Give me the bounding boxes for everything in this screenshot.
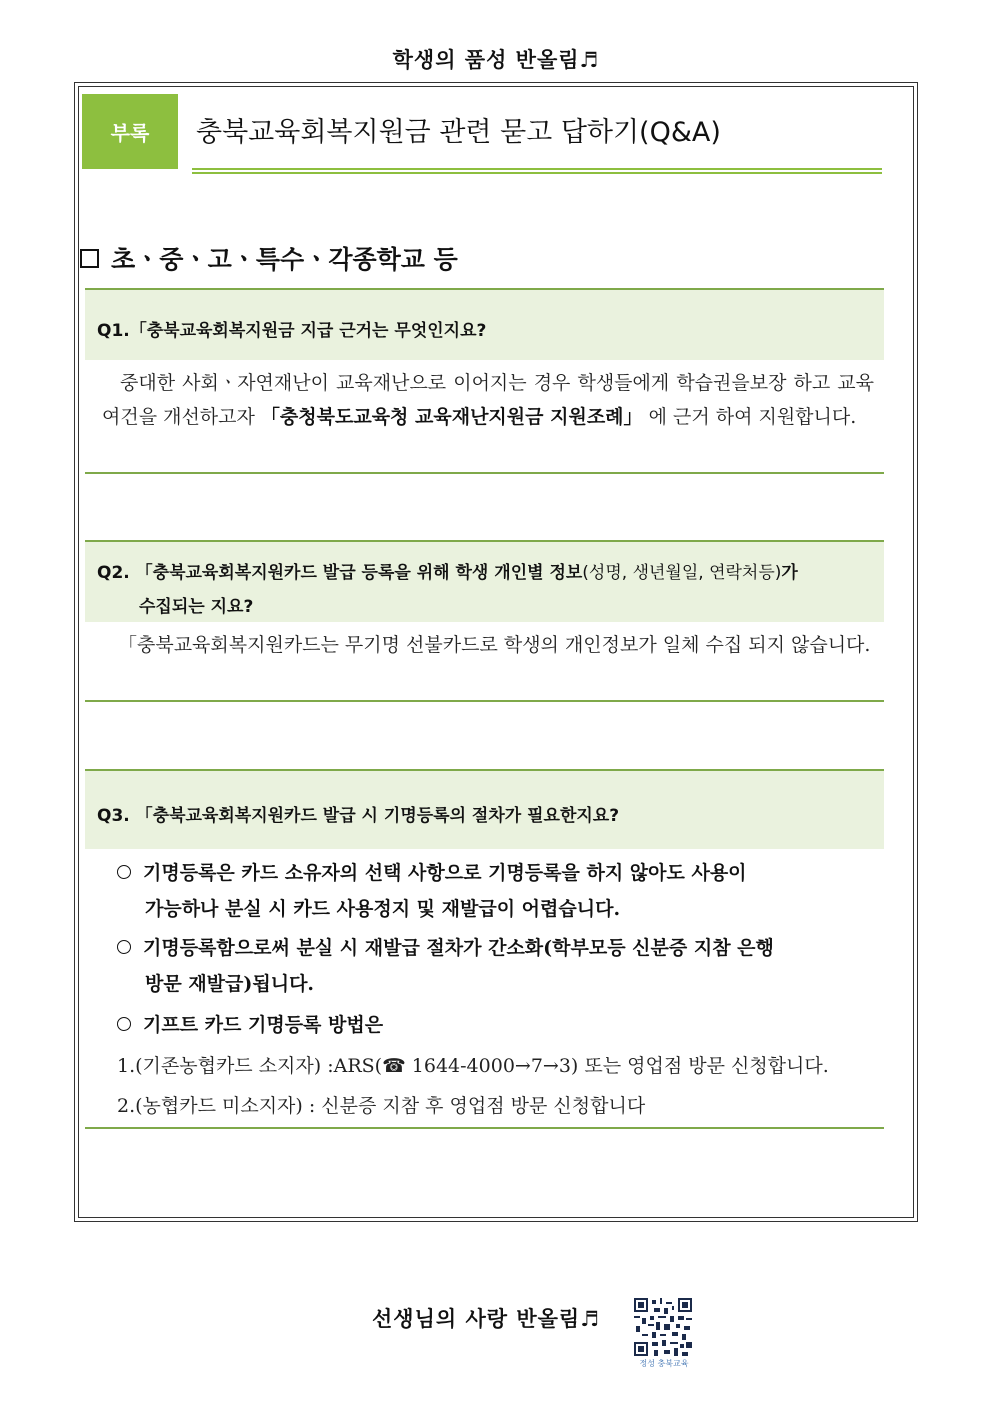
q1-bottom-rule [85, 472, 884, 474]
q3-step-2: 2.(농협카드 미소지자) : 신분증 지참 후 영업점 방문 신청합니다 [117, 1095, 646, 1117]
appendix-badge: 부록 [82, 94, 178, 169]
header-slogan: 학생의 품성 반올림♬ [392, 47, 600, 72]
qr-code-icon [634, 1298, 692, 1356]
circle-bullet-icon [117, 865, 131, 879]
q3-question-box [85, 769, 884, 849]
q2-question: Q2. 「충북교육회복지원카드 발급 등록을 위해 학생 개인별 정보(성명, 생년월일, 연락처등)가 [97, 563, 798, 583]
q3-bullet-2: 기명등록함으로써 분실 시 재발급 절차가 간소화(학부모등 신분증 지참 은행 방문 재발급)됩니다. [117, 930, 877, 1002]
q3-bullet-3: 기프트 카드 기명등록 방법은 [117, 1007, 877, 1043]
q1-answer: 중대한 사회ㆍ자연재난이 교육재난으로 이어지는 경우 학생들에게 학습권을보장 하고 교육여건을 개선하고자 「충청북도교육청 교육재난지원금 지원조례」 에 근거 하여 지원합니다. [102, 372, 874, 428]
qr-caption: 정성 충북교육 [639, 1359, 689, 1368]
q2-question-cont: 수집되는 지요? [139, 597, 254, 617]
q2-answer: 「충북교육회복지원카드는 무기명 선불카드로 학생의 개인정보가 일체 수집 되지 않습니다. [118, 634, 871, 656]
page-title: 충북교육회복지원금 관련 묻고 답하기(Q&A) [196, 117, 721, 148]
title-divider [192, 168, 882, 170]
circle-bullet-icon [117, 1017, 131, 1031]
q3-bottom-rule [85, 1127, 884, 1129]
footer-slogan: 선생님의 사랑 반올림♬ [372, 1306, 601, 1331]
section-label: 초ㆍ중ㆍ고ㆍ특수ㆍ각종학교 등 [111, 245, 458, 274]
circle-bullet-icon [117, 940, 131, 954]
checkbox-icon [80, 249, 99, 268]
q2-bottom-rule [85, 700, 884, 702]
section-heading [80, 240, 458, 276]
q3-step-1: 1.(기존농협카드 소지자) :ARS(☎ 1644-4000→7→3) 또는 영업점 방문 신청합니다. [117, 1055, 829, 1077]
q3-question: Q3. 「충북교육회복지원카드 발급 시 기명등록의 절차가 필요한지요? [97, 806, 620, 826]
q1-question: Q1.「충북교육회복지원금 지급 근거는 무엇인지요? [97, 321, 487, 341]
q3-bullet-1: 기명등록은 카드 소유자의 선택 사항으로 기명등록을 하지 않아도 사용이 가능하나 분실 시 카드 사용정지 및 재발급이 어렵습니다. [117, 855, 877, 927]
q2-question-box [85, 540, 884, 622]
q1-question-box [85, 288, 884, 360]
